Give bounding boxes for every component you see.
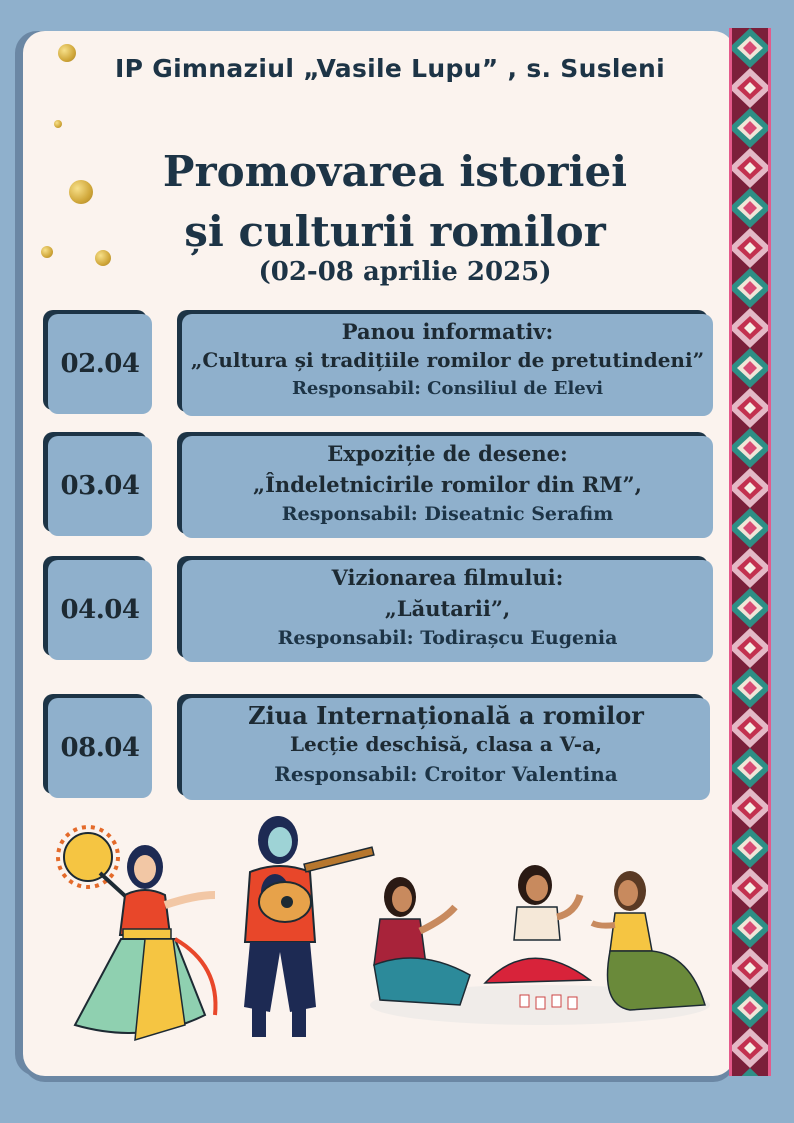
event-title: „Cultura și tradițiile romilor de pretutindeni”	[190, 348, 705, 372]
dancer-with-tambourine-illustration	[55, 825, 225, 1050]
title-line-2: și culturii romilor	[184, 207, 606, 256]
event-type: Vizionarea filmului:	[331, 565, 564, 590]
gold-dot-icon	[54, 120, 62, 128]
event-date: 02.04	[48, 314, 152, 414]
event-date: 08.04	[48, 698, 152, 798]
women-playing-cards-illustration	[360, 855, 720, 1030]
date-range: (02-08 aprilie 2025)	[258, 257, 552, 287]
event-title: Lecție deschisă, clasa a V-a,	[289, 732, 603, 756]
event-details	[182, 698, 710, 800]
event-date: 04.04	[48, 560, 152, 660]
event-responsible: Responsabil: Todirașcu Eugenia	[277, 627, 618, 649]
event-details	[182, 436, 713, 538]
event-details	[182, 560, 713, 662]
event-details	[182, 314, 713, 416]
title-line-1: Promovarea istoriei	[162, 147, 628, 196]
guitar-player-illustration	[230, 812, 380, 1047]
event-responsible: Responsabil: Croitor Valentina	[274, 762, 618, 786]
page-title	[45, 142, 745, 262]
event-title: „Lăutarii”,	[384, 596, 511, 621]
event-type: Ziua Internațională a romilor	[248, 701, 644, 730]
event-title: „Îndeletnicirile romilor din RM”,	[253, 472, 642, 497]
event-type: Panou informativ:	[341, 319, 554, 344]
event-type: Expoziție de desene:	[327, 441, 568, 466]
school-name: IP Gimnaziul „Vasile Lupu” , s. Susleni	[115, 54, 665, 83]
event-date: 03.04	[48, 436, 152, 536]
event-responsible: Responsabil: Diseatnic Serafim	[281, 503, 614, 525]
event-responsible: Responsabil: Consiliul de Elevi	[291, 378, 604, 399]
